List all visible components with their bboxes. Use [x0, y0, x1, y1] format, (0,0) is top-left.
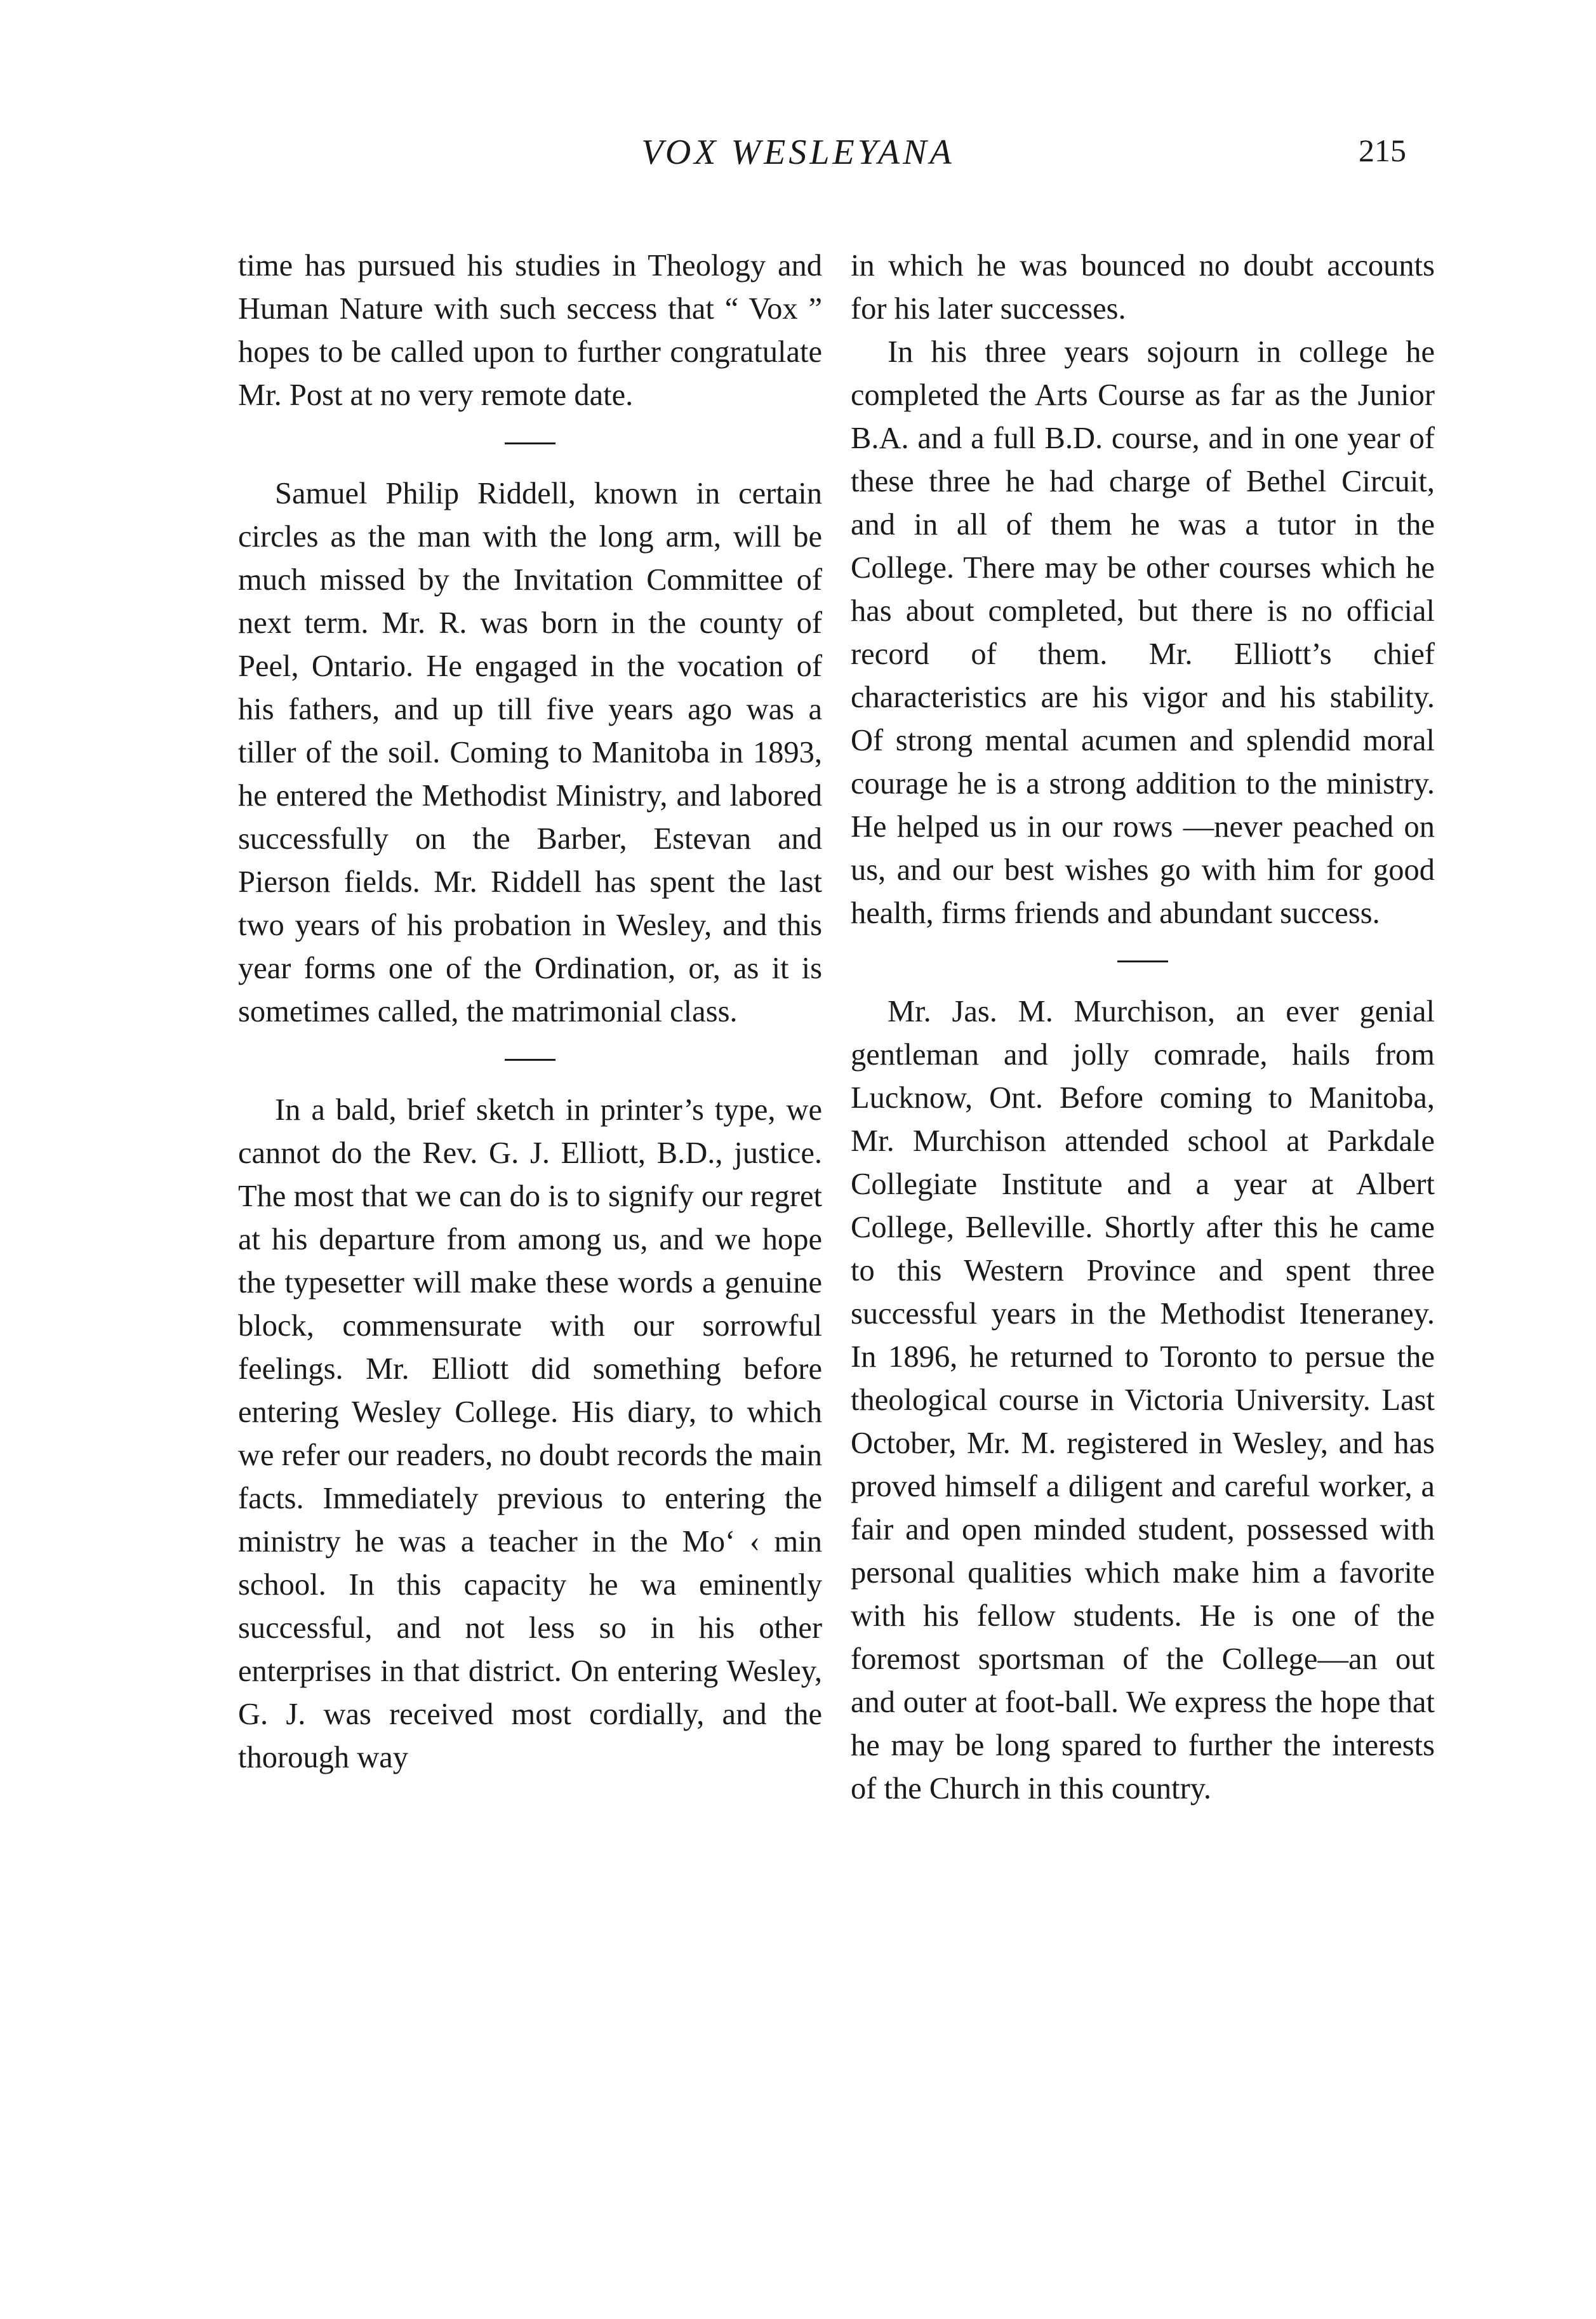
paragraph-elliott: In a bald, brief sketch in printer’s type, we cannot do the Rev. G. J. Elliott, B.D., justice. The most that we can do is to signify our regret at his departure from among us, and we hope the typesetter will make these words a genuine block, commensurate with our sorrowful feelings. Mr. Elliott did something before entering Wesley College. His diary, to which we refer our readers, no doubt records the main facts. Immediately previous to entering the ministry he was a teacher in the Mo‘ ‹ min school. In this capacity he wa eminently successful, and not less so in his other enterprises in that district. On entering Wesley, G. J. was received most cordially, and the thorough way	[238, 1093, 822, 1774]
section-divider	[1117, 960, 1168, 962]
paragraph-elliott-continuation: in which he was bounced no doubt accounts for his later successes.	[851, 249, 1435, 326]
paragraph-murchison: Mr. Jas. M. Murchison, an ever genial gentleman and jolly comrade, hails from Lucknow, Ont. Before coming to Manitoba, Mr. Murchison attended school at Parkdale Collegiate Institute and a year at Albert College, Belleville. Shortly after this he came to this Western Province and spent three successful years in the Methodist Iteneraney. In 1896, he returned to Toronto to persue the theological course in Victoria University. Last October, Mr. M. registered in Wesley, and has proved himself a diligent and careful worker, a fair and open minded student, possessed with personal qualities which make him a favorite with his fellow students. He is one of the foremost sportsman of the College—an out and outer at foot-ball. We express the hope that he may be long spared to further the interests of the Church in this country.	[851, 995, 1435, 1805]
paragraph-post-continuation: time has pursued his studies in Theology and Human Nature with such seccess that “ Vox ” hopes to be called upon to further congratulate Mr. Post at no very remote date.	[238, 249, 822, 412]
section-divider	[505, 1059, 555, 1061]
section-divider	[505, 442, 555, 444]
right-column	[851, 244, 1435, 1811]
page-number: 215	[1359, 133, 1406, 168]
running-header-title: VOX WESLEYANA	[641, 133, 955, 172]
paragraph-riddell: Samuel Philip Riddell, known in certain circles as the man with the long arm, will be much missed by the Invitation Committee of next term. Mr. R. was born in the county of Peel, Ontario. He engaged in the vocation of his fathers, and up till five years ago was a tiller of the soil. Coming to Manitoba in 1893, he entered the Methodist Ministry, and labored successfully on the Barber, Estevan and Pierson fields. Mr. Riddell has spent the last two years of his probation in Wesley, and this year forms one of the Ordination, or, as it is sometimes called, the matrimonial class.	[238, 477, 822, 1028]
left-column	[238, 244, 822, 1779]
paragraph-elliott-college: In his three years sojourn in college he completed the Arts Course as far as the Junior B.A. and a full B.D. course, and in one year of these three he had charge of Bethel Circuit, and in all of them he was a tutor in the College. There may be other courses which he has about completed, but there is no official record of them. Mr. Elliott’s chief characteristics are his vigor and his stability. Of strong mental acumen and splendid moral courage he is a strong addition to the ministry. He helped us in our rows —never peached on us, and our best wishes go with him for good health, firms friends and abundant success.	[851, 335, 1435, 930]
